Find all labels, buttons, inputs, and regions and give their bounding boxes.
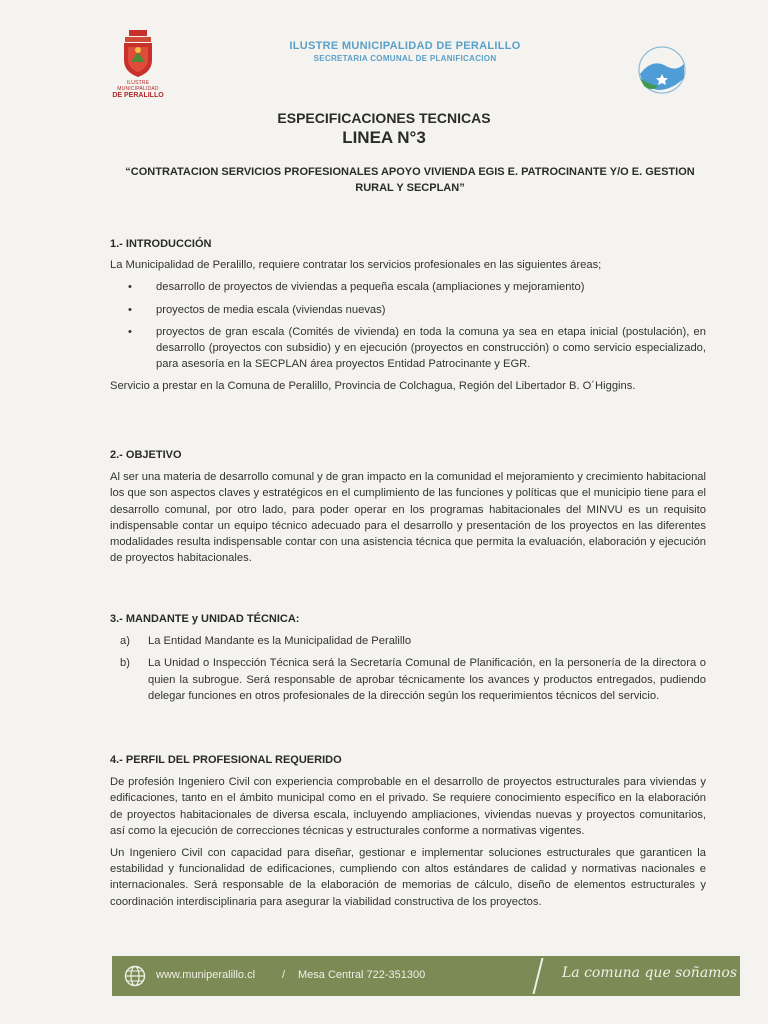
list-item xyxy=(110,655,706,704)
section-heading: 1.- INTRODUCCIÓN xyxy=(110,238,212,250)
section-perfil xyxy=(110,752,706,910)
footer-slogan: La comuna que soñamos xyxy=(562,965,738,981)
perfil-paragraph-2: Un Ingeniero Civil con capacidad para diseñar, gestionar e implementar soluciones estructurales que garanticen la estabilidad y funcionalidad de edificaciones, cumpliendo con altos estándares de calidad y normativas nacionales e internacionales. Será responsable de la elaboración de memorias de cálculo, diseño de elementos estructurales y coordinación interdisciplinaria para asegurar la viabilidad constructiva de los proyectos. xyxy=(110,847,706,908)
list-item-text: desarrollo de proyectos de viviendas a pequeña escala (ampliaciones y mejoramiento) xyxy=(156,281,585,294)
list-marker: b) xyxy=(120,657,130,670)
list-item-text: proyectos de media escala (viviendas nuevas) xyxy=(156,303,386,316)
certification-logo xyxy=(632,44,692,96)
municipal-seal-logo xyxy=(108,30,168,99)
section-objetivo xyxy=(110,447,706,566)
list-item-text: proyectos de gran escala (Comités de vivienda) en toda la comuna ya sea en etapa inicial (postulación), en desarrollo (proyectos con subsidio) y en ejecución (proyectos en construcción) o como servicio especializado, para asesoría en la SECPLAN área proyectos Entidad Patrocinante y EGR. xyxy=(156,325,706,371)
certification-seal-icon xyxy=(632,44,692,96)
bullet-icon: • xyxy=(128,325,132,338)
intro-closing: Servicio a prestar en la Comuna de Peralillo, Provincia de Colchagua, Región del Libertador B. O´Higgins. xyxy=(110,380,636,393)
list-item-text: La Entidad Mandante es la Municipalidad de Peralillo xyxy=(148,635,412,648)
logo-caption-small: ILUSTRE MUNICIPALIDAD xyxy=(117,80,159,92)
footer-divider xyxy=(533,958,544,994)
list-item xyxy=(110,324,706,373)
seal-icon xyxy=(121,30,155,78)
organization-name: ILUSTRE MUNICIPALIDAD DE PERALILLO xyxy=(289,40,521,52)
website-link[interactable]: www.muniperalillo.cl xyxy=(156,969,256,981)
document-title: ESPECIFICACIONES TECNICAS xyxy=(277,110,491,126)
intro-bullet-list xyxy=(110,279,706,372)
list-item xyxy=(110,279,706,295)
bullet-icon: • xyxy=(128,281,132,294)
list-marker: a) xyxy=(120,635,130,648)
document-line-number: LINEA N°3 xyxy=(342,128,426,147)
mandante-list xyxy=(110,633,706,704)
page-footer xyxy=(112,956,740,996)
document-subtitle: “CONTRATACION SERVICIOS PROFESIONALES APOYO VIVIENDA EGIS E. PATROCINANTE Y/O E. GESTION RURAL Y SECPLAN” xyxy=(125,166,695,194)
list-item xyxy=(110,302,706,318)
organization-unit: SECRETARIA COMUNAL DE PLANIFICACION xyxy=(313,54,497,63)
section-introduccion xyxy=(110,236,706,395)
intro-lead: La Municipalidad de Peralillo, requiere contratar los servicios profesionales en las siguientes áreas; xyxy=(110,259,602,272)
section-heading: 3.- MANDANTE y UNIDAD TÉCNICA: xyxy=(110,613,300,625)
phone-number: Mesa Central 722-351300 xyxy=(298,969,426,981)
section-heading: 4.- PERFIL DEL PROFESIONAL REQUERIDO xyxy=(110,754,342,766)
organization-header xyxy=(200,40,610,63)
footer-separator: / xyxy=(282,969,286,981)
section-mandante xyxy=(110,611,706,704)
bullet-icon: • xyxy=(128,303,132,316)
section-heading: 2.- OBJETIVO xyxy=(110,449,182,461)
perfil-paragraph-1: De profesión Ingeniero Civil con experiencia comprobable en el desarrollo de proyectos estructurales para viviendas y edificaciones, tanto en el ámbito municipal como en el privado. Se requiere conocimiento específico en la elaboración de proyectos habitacionales de diversa escala, incluyendo ampliaciones, viviendas nuevas y proyectos comunitarios, así como la ejecución de correcciones técnicas y estructurales conforme a normativas vigentes. xyxy=(110,776,706,837)
globe-icon xyxy=(124,965,146,987)
logo-caption: DE PERALILLO xyxy=(112,92,164,99)
list-item-text: La Unidad o Inspección Técnica será la Secretaría Comunal de Planificación, en la personería de la directora o quien la subrogue. Será responsable de aprobar técnicamente los avances y productos entregados, pudiendo delegar funciones en otros profesionales de la dirección según los requerimientos técnicos del servicio. xyxy=(148,657,706,702)
list-item xyxy=(110,633,706,649)
objetivo-text: Al ser una materia de desarrollo comunal y de gran impacto en la comunidad el mejoramiento y crecimiento habitacional los que son aspectos claves y estratégicos en el cumplimiento de las funciones y políticas que el municipio tiene para el desarrollo comunal, por otro lado, para poder operar en los programas habitacionales del MINVU es un requisito indispensable contar un equipo técnico adecuado para el desarrollo y presentación de los proyectos en las diferentes modalidades resulta indispensable contar con una asistencia técnica que permita la evaluación, elaboración y ejecución de proyectos habitacionales. xyxy=(110,471,706,565)
